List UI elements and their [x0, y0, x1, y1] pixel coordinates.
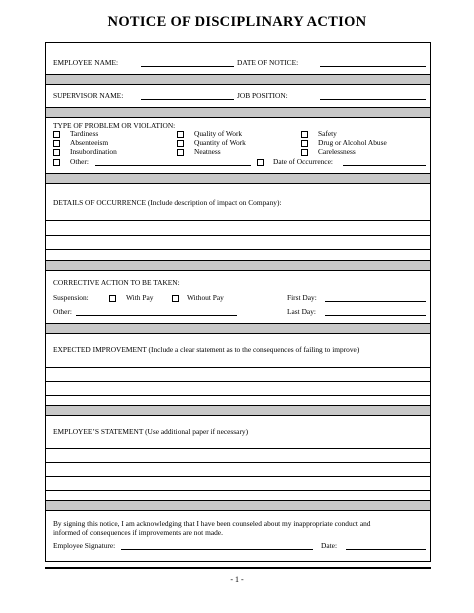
date-of-occurrence-checkbox[interactable] [257, 159, 264, 166]
absenteeism-label: Absenteeism [70, 138, 109, 147]
date-of-notice-field[interactable] [320, 66, 426, 67]
safety-label: Safety [318, 129, 337, 138]
employee-name-field[interactable] [141, 66, 234, 67]
problem-type-heading: TYPE OF PROBLEM OR VIOLATION: [53, 121, 176, 130]
section-divider [46, 173, 430, 184]
insubordination-checkbox[interactable] [53, 149, 60, 156]
quantity-of-work-label: Quantity of Work [194, 138, 246, 147]
employee-signature-field[interactable] [121, 549, 313, 550]
date-of-occurrence-label: Date of Occurrence: [273, 157, 333, 166]
section-divider [46, 107, 430, 118]
neatness-label: Neatness [194, 147, 221, 156]
date-of-notice-label: DATE OF NOTICE: [237, 58, 299, 67]
statement-line[interactable] [46, 476, 430, 477]
signature-date-field[interactable] [346, 549, 426, 550]
section-divider [46, 323, 430, 334]
page-title: NOTICE OF DISCIPLINARY ACTION [107, 14, 367, 30]
employee-name-label: EMPLOYEE NAME: [53, 58, 119, 67]
details-line[interactable] [46, 220, 430, 221]
footer-divider [45, 567, 431, 569]
statement-line[interactable] [46, 448, 430, 449]
section-divider [46, 500, 430, 511]
quality-of-work-checkbox[interactable] [177, 131, 184, 138]
other-problem-checkbox[interactable] [53, 159, 60, 166]
section-divider [46, 260, 430, 271]
improvement-line[interactable] [46, 367, 430, 368]
absenteeism-checkbox[interactable] [53, 140, 60, 147]
carelessness-checkbox[interactable] [301, 149, 308, 156]
improvement-line[interactable] [46, 381, 430, 382]
disciplinary-form [45, 42, 431, 562]
details-heading: DETAILS OF OCCURRENCE (Include description of impact on Company): [53, 198, 282, 207]
employee-statement-heading: EMPLOYEE’S STATEMENT (Use additional paper if necessary) [53, 427, 249, 436]
neatness-checkbox[interactable] [177, 149, 184, 156]
section-divider [46, 405, 430, 416]
without-pay-label: Without Pay [187, 293, 224, 302]
details-line[interactable] [46, 235, 430, 236]
details-line[interactable] [46, 249, 430, 250]
improvement-line[interactable] [46, 395, 430, 396]
tardiness-checkbox[interactable] [53, 131, 60, 138]
insubordination-label: Insubordination [70, 147, 117, 156]
without-pay-checkbox[interactable] [172, 295, 179, 302]
tardiness-label: Tardiness [70, 129, 99, 138]
date-of-occurrence-field[interactable] [343, 165, 426, 166]
last-day-label: Last Day: [287, 307, 316, 316]
first-day-field[interactable] [325, 301, 426, 302]
other-problem-label: Other: [70, 157, 89, 166]
acknowledgment-text-line1: By signing this notice, I am acknowledging that I have been counseled about my inappropriate conduct and [53, 519, 371, 528]
section-divider [46, 74, 430, 85]
quantity-of-work-checkbox[interactable] [177, 140, 184, 147]
other-action-label: Other: [53, 307, 72, 316]
signature-date-label: Date: [321, 541, 338, 550]
job-position-label: JOB POSITION: [237, 91, 288, 100]
supervisor-name-label: SUPERVISOR NAME: [53, 91, 124, 100]
safety-checkbox[interactable] [301, 131, 308, 138]
supervisor-name-field[interactable] [141, 99, 234, 100]
drug-alcohol-checkbox[interactable] [301, 140, 308, 147]
first-day-label: First Day: [287, 293, 317, 302]
other-action-field[interactable] [76, 315, 237, 316]
suspension-label: Suspension: [53, 293, 89, 302]
page-number: - 1 - [230, 575, 244, 584]
with-pay-label: With Pay [126, 293, 154, 302]
quality-of-work-label: Quality of Work [194, 129, 243, 138]
statement-line[interactable] [46, 490, 430, 491]
drug-alcohol-label: Drug or Alcohol Abuse [318, 138, 387, 147]
last-day-field[interactable] [325, 315, 426, 316]
statement-line[interactable] [46, 462, 430, 463]
other-problem-field[interactable] [95, 165, 251, 166]
carelessness-label: Carelessness [318, 147, 356, 156]
job-position-field[interactable] [320, 99, 426, 100]
with-pay-checkbox[interactable] [109, 295, 116, 302]
corrective-action-heading: CORRECTIVE ACTION TO BE TAKEN: [53, 278, 180, 287]
expected-improvement-heading: EXPECTED IMPROVEMENT (Include a clear statement as to the consequences of failing to improve) [53, 345, 360, 354]
acknowledgment-text-line2: informed of consequences if improvements are not made. [53, 528, 223, 537]
employee-signature-label: Employee Signature: [53, 541, 116, 550]
